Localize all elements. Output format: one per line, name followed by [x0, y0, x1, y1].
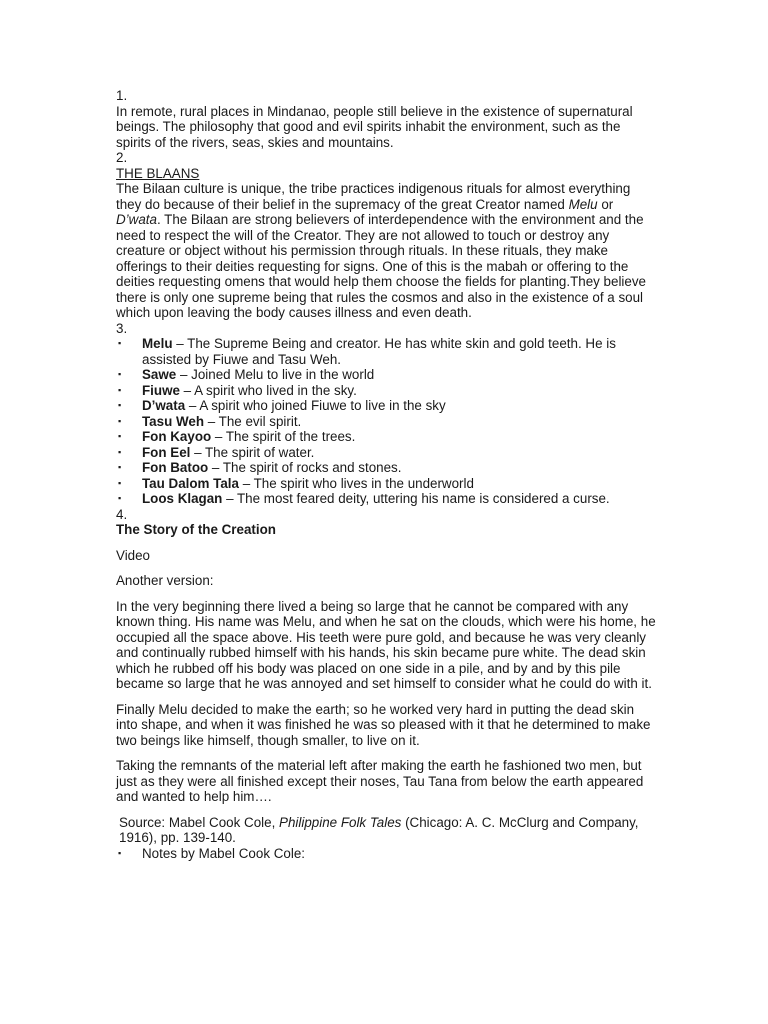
list-item: [116, 491, 656, 507]
notes-item: [116, 846, 656, 862]
bullet-icon: ▪: [118, 415, 122, 426]
bullet-icon: ▪: [118, 446, 122, 457]
deity-desc: – The spirit who lives in the underworld: [238, 475, 474, 491]
deity-name: Fon Eel: [142, 444, 191, 460]
blaans-heading: THE BLAANS: [116, 165, 200, 181]
blaans-text-b: . The Bilaan are strong believers of interdependence with the environment and the need to respect the will of the Creator. They are not allowed to touch or destroy any creature or object without his permission through rituals. In these rituals, they make offerings to their deities requesting for signs. One of this is the mabah or offering to the deities requesting omens that would help them choose the fields for planting.They believe there is only one supreme being that rules the cosmos and also in the existence of a soul which upon leaving the body causes illness and even death.: [116, 212, 646, 320]
bullet-icon: ▪: [118, 384, 122, 395]
deity-desc: – The spirit of the trees.: [211, 429, 356, 444]
section-number-4: 4.: [116, 506, 128, 522]
deity-desc: – The spirit of water.: [190, 444, 315, 460]
deity-name: Tau Dalom Tala: [142, 475, 239, 491]
section-number-2: 2.: [116, 150, 128, 165]
bullet-icon: ▪: [118, 493, 122, 503]
list-item: [116, 383, 656, 399]
list-item: [116, 336, 656, 367]
list-item: [116, 429, 656, 445]
deity-name: Melu: [142, 336, 173, 351]
story-paragraph-2: Finally Melu decided to make the earth; so he worked very hard in putting the dead skin into shape, and when it was finished he was so pleased with it that he determined to make two beings like himself, though smaller, to live on it.: [116, 701, 651, 748]
section-number-1: 1.: [116, 88, 128, 103]
source-citation: [116, 815, 656, 846]
deity-desc: – The evil spirit.: [204, 413, 302, 429]
deity-name: D’wata: [142, 398, 186, 413]
creator-name-dwata: D’wata: [116, 212, 157, 227]
list-item: [116, 460, 656, 476]
deity-name: Fon Kayoo: [142, 429, 212, 444]
bullet-icon: ▪: [118, 847, 122, 858]
deity-desc: – The Supreme Being and creator. He has white skin and gold teeth. He is assisted by Fiuwe and Tasu Weh.: [142, 336, 616, 367]
deity-desc: – A spirit who lived in the sky.: [179, 382, 357, 398]
bullet-icon: ▪: [118, 477, 122, 488]
bullet-icon: ▪: [118, 431, 122, 441]
deity-desc: – Joined Melu to live in the world: [176, 367, 375, 382]
list-item: [116, 398, 656, 414]
bullet-icon: ▪: [118, 338, 122, 348]
deity-name: Fon Batoo: [142, 460, 209, 475]
list-item: [116, 445, 656, 461]
deities-list: [116, 336, 656, 507]
story-paragraph-3: Taking the remnants of the material left after making the earth he fashioned two men, but just as they were all finished except their noses, Tau Tana from below the earth appeared and wanted to help him….: [116, 758, 644, 804]
deity-name: Sawe: [142, 367, 177, 382]
deity-desc: – A spirit who joined Fiuwe to live in the sky: [185, 398, 446, 413]
deity-desc: – The most feared deity, uttering his name is considered a curse.: [222, 491, 610, 506]
notes-label: Notes by Mabel Cook Cole:: [142, 845, 305, 861]
story-paragraph-1: In the very beginning there lived a being so large that he cannot be compared with any known thing. His name was Melu, and when he sat on the clouds, which were his home, he occupied all the space above. His teeth were pure gold, and because he was very cleanly and continually rubbed himself with his hands, his skin became pure white. The dead skin which he rubbed off his body was placed on one side in a pile, and by and by this pile became so large that he was annoyed and set himself to consider what he could do with it.: [116, 598, 656, 691]
video-label: Video: [116, 547, 151, 563]
document-content: [116, 88, 656, 861]
bullet-icon: ▪: [118, 400, 122, 410]
list-item: [116, 476, 656, 492]
another-version-label: Another version:: [116, 573, 214, 588]
creation-story-heading: The Story of the Creation: [116, 522, 276, 537]
deity-name: Fiuwe: [142, 382, 180, 398]
deity-name: Tasu Weh: [142, 413, 205, 429]
list-item: [116, 414, 656, 430]
list-item: [116, 367, 656, 383]
intro-paragraph: In remote, rural places in Mindanao, people still believe in the existence of supernatural beings. The philosophy that good and evil spirits inhabit the environment, such as the spirits of the rivers, seas, skies and mountains.: [116, 103, 633, 150]
source-text-b: (Chicago: A. C. McClurg and Company, 1916), pp. 139-140.: [119, 814, 639, 845]
deity-desc: – The spirit of rocks and stones.: [208, 460, 402, 475]
creator-name-melu: Melu: [568, 196, 598, 212]
blaans-text-a: The Bilaan culture is unique, the tribe practices indigenous rituals for almost everything they do because of their belief in the supremacy of the great Creator named: [116, 181, 631, 212]
source-text-a: Source: Mabel Cook Cole,: [119, 814, 280, 830]
section-number-3: 3.: [116, 320, 128, 336]
bullet-icon: ▪: [118, 462, 122, 472]
blaans-paragraph: [116, 181, 656, 321]
blaans-text-or: or: [597, 196, 614, 212]
deity-name: Loos Klagan: [142, 491, 223, 506]
source-book-title: Philippine Folk Tales: [279, 814, 402, 830]
bullet-icon: ▪: [118, 369, 122, 379]
